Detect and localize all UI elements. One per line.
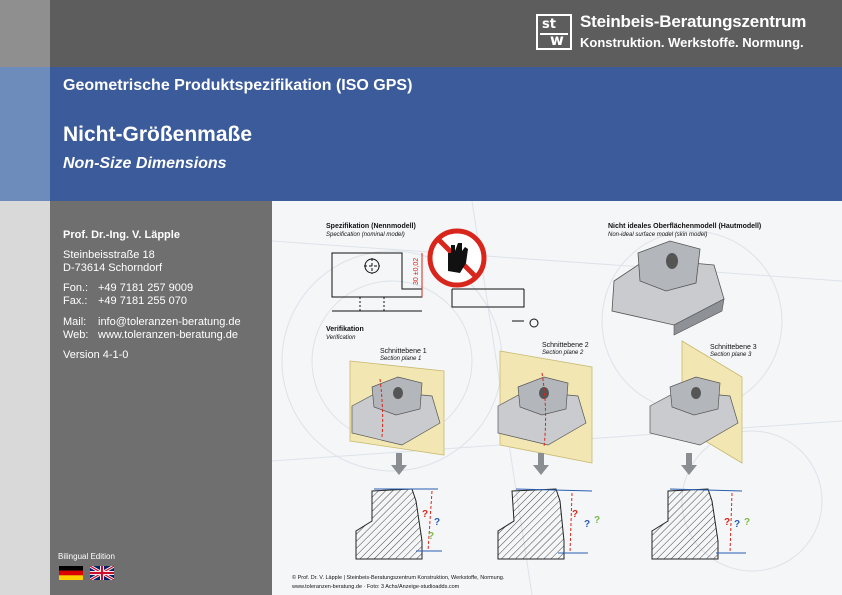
question-mark-blue: ? bbox=[584, 519, 591, 530]
section3-title: Schnittebene 3 bbox=[710, 344, 757, 351]
logo-bottom-letter: w bbox=[550, 31, 564, 49]
section1-subtitle: Section plane 1 bbox=[380, 356, 422, 362]
skin-model-part bbox=[612, 241, 724, 335]
question-mark-green: ? bbox=[428, 531, 435, 542]
header-left-strip bbox=[0, 0, 50, 67]
question-mark-red: ? bbox=[422, 509, 429, 520]
figure-copyright-line1: © Prof. Dr. V. Läpple | Steinbeis-Beratungszentrum Konstruktion, Werkstoffe, Normung. bbox=[292, 575, 505, 581]
version-label: Version 4-1-0 bbox=[63, 349, 129, 361]
document-title-de: Nicht-Größenmaße bbox=[63, 123, 253, 146]
series-title: Geometrische Produktspezifikation (ISO GPS) bbox=[63, 77, 413, 94]
title-band-left-strip bbox=[0, 67, 50, 201]
question-mark-blue: ? bbox=[434, 517, 441, 528]
phone-label: Fon.: bbox=[63, 282, 89, 294]
skin-title: Nicht ideales Oberflächenmodell (Hautmodell) bbox=[608, 223, 762, 230]
logo-top-letters: st bbox=[542, 17, 556, 32]
section1-title: Schnittebene 1 bbox=[380, 348, 427, 355]
question-mark-blue: ? bbox=[734, 519, 741, 530]
dimension-30 bbox=[413, 253, 422, 297]
question-mark-green: ? bbox=[594, 515, 601, 526]
bilingual-edition-label: Bilingual Edition bbox=[58, 552, 115, 561]
figure-canvas bbox=[272, 201, 842, 595]
web-address[interactable]: www.toleranzen-beratung.de bbox=[98, 329, 239, 341]
brand-name: Steinbeis-Beratungszentrum bbox=[580, 12, 807, 31]
verif-title: Verifikation bbox=[326, 326, 364, 333]
address-city: D-73614 Schorndorf bbox=[63, 262, 163, 274]
spec-title: Spezifikation (Nennmodell) bbox=[326, 223, 416, 230]
question-mark-red: ? bbox=[724, 517, 731, 528]
uk-flag-icon bbox=[90, 566, 114, 580]
stop-hand-icon bbox=[430, 231, 484, 285]
cross-section-3 bbox=[652, 489, 750, 559]
section-plane-3-model bbox=[650, 341, 742, 463]
phone-number: +49 7181 257 9009 bbox=[98, 282, 194, 294]
mail-address[interactable]: info@toleranzen-beratung.de bbox=[98, 316, 241, 328]
steinbeis-logo bbox=[536, 14, 572, 50]
brand-tagline: Konstruktion. Werkstoffe. Normung. bbox=[580, 35, 804, 50]
fax-number: +49 7181 255 070 bbox=[98, 295, 188, 307]
mail-label: Mail: bbox=[63, 316, 87, 328]
left-margin-strip bbox=[0, 201, 50, 595]
section2-subtitle: Section plane 2 bbox=[542, 350, 584, 356]
question-mark-green: ? bbox=[744, 517, 751, 528]
fax-label: Fax.: bbox=[63, 295, 88, 307]
gps-figure bbox=[272, 201, 842, 595]
figure-copyright-line2: www.toleranzen-beratung.de · Foto: 3 Achs/Anzeige-studioadds.com bbox=[292, 584, 460, 590]
cross-section-2 bbox=[498, 489, 600, 559]
section2-title: Schnittebene 2 bbox=[542, 342, 589, 349]
skin-subtitle: Non-ideal surface model (skin model) bbox=[608, 232, 708, 238]
header-bar bbox=[50, 0, 842, 67]
cross-section-1 bbox=[356, 489, 442, 559]
web-label: Web: bbox=[63, 329, 89, 341]
section-plane-1-model bbox=[350, 361, 444, 455]
section3-subtitle: Section plane 3 bbox=[710, 352, 752, 358]
down-arrow-icons bbox=[391, 453, 697, 475]
address-street: Steinbeisstraße 18 bbox=[63, 249, 155, 261]
dimension-value: 30 ±0,02 bbox=[413, 257, 420, 285]
document-title-en: Non-Size Dimensions bbox=[63, 155, 227, 172]
section-plane-2-model bbox=[498, 351, 592, 463]
author-name: Prof. Dr.-Ing. V. Läpple bbox=[63, 229, 180, 241]
german-flag-icon bbox=[59, 566, 83, 580]
question-mark-red: ? bbox=[572, 509, 579, 520]
spec-subtitle: Specification (nominal model) bbox=[326, 232, 405, 238]
verif-subtitle: Verification bbox=[326, 335, 356, 341]
